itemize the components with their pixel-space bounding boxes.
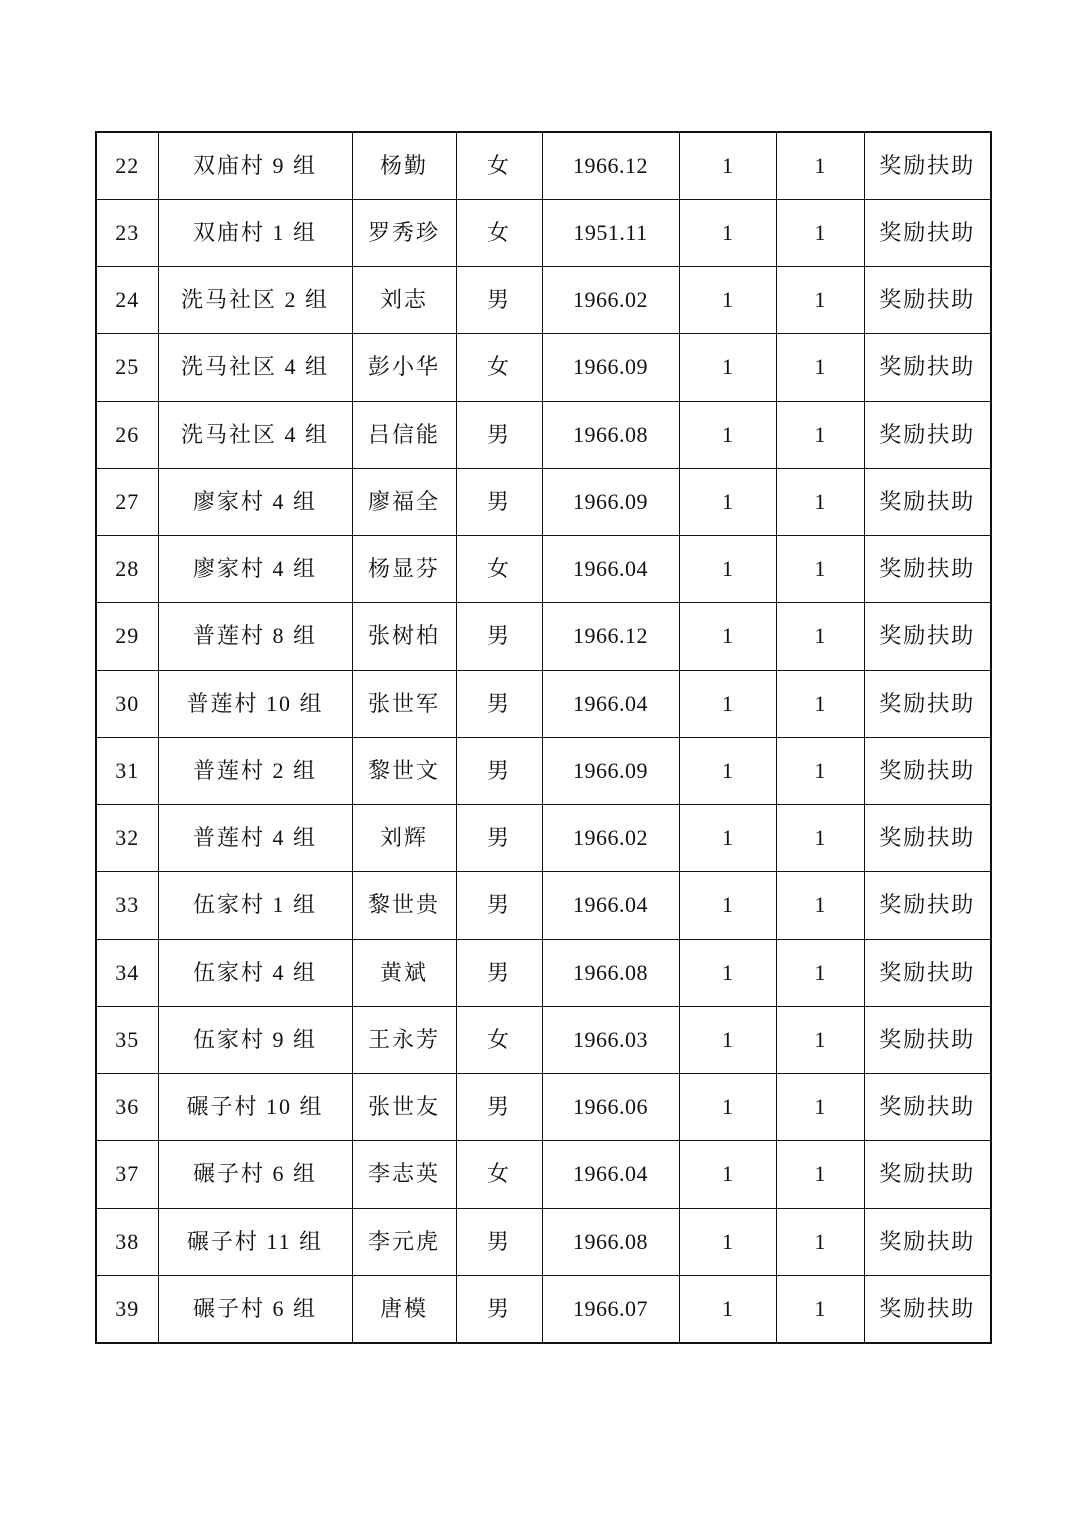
cell-gender: 男 [456, 939, 542, 1006]
cell-person-name: 廖福全 [352, 468, 456, 535]
cell-count-1: 1 [679, 1208, 776, 1275]
cell-count-2: 1 [776, 1208, 864, 1275]
cell-birth-date: 1966.09 [542, 737, 679, 804]
cell-village-group: 普莲村 4 组 [158, 805, 352, 872]
cell-count-2: 1 [776, 939, 864, 1006]
cell-village-group: 双庙村 9 组 [158, 132, 352, 199]
cell-person-name: 唐模 [352, 1276, 456, 1343]
cell-row-number: 38 [96, 1208, 158, 1275]
cell-birth-date: 1966.08 [542, 1208, 679, 1275]
cell-row-number: 36 [96, 1074, 158, 1141]
cell-birth-date: 1966.08 [542, 939, 679, 1006]
cell-gender: 男 [456, 737, 542, 804]
cell-person-name: 李志英 [352, 1141, 456, 1208]
cell-village-group: 双庙村 1 组 [158, 199, 352, 266]
cell-birth-date: 1966.02 [542, 805, 679, 872]
cell-person-name: 刘志 [352, 267, 456, 334]
cell-category: 奖励扶助 [864, 939, 991, 1006]
cell-birth-date: 1966.04 [542, 872, 679, 939]
cell-row-number: 31 [96, 737, 158, 804]
cell-count-1: 1 [679, 132, 776, 199]
cell-count-2: 1 [776, 199, 864, 266]
cell-row-number: 23 [96, 199, 158, 266]
table-row [96, 334, 991, 401]
table-row [96, 132, 991, 199]
cell-row-number: 26 [96, 401, 158, 468]
cell-row-number: 25 [96, 334, 158, 401]
cell-village-group: 伍家村 4 组 [158, 939, 352, 1006]
table-row [96, 1141, 991, 1208]
cell-birth-date: 1966.08 [542, 401, 679, 468]
cell-category: 奖励扶助 [864, 1141, 991, 1208]
cell-birth-date: 1966.12 [542, 603, 679, 670]
cell-count-1: 1 [679, 872, 776, 939]
cell-village-group: 普莲村 2 组 [158, 737, 352, 804]
cell-person-name: 黎世贵 [352, 872, 456, 939]
cell-row-number: 35 [96, 1006, 158, 1073]
cell-count-1: 1 [679, 401, 776, 468]
cell-count-1: 1 [679, 1276, 776, 1343]
cell-count-2: 1 [776, 267, 864, 334]
table-row [96, 805, 991, 872]
cell-gender: 男 [456, 1074, 542, 1141]
cell-count-2: 1 [776, 1006, 864, 1073]
cell-row-number: 28 [96, 536, 158, 603]
cell-person-name: 彭小华 [352, 334, 456, 401]
cell-birth-date: 1966.12 [542, 132, 679, 199]
cell-count-1: 1 [679, 267, 776, 334]
cell-birth-date: 1966.09 [542, 334, 679, 401]
cell-person-name: 吕信能 [352, 401, 456, 468]
cell-gender: 女 [456, 1141, 542, 1208]
cell-count-2: 1 [776, 536, 864, 603]
cell-count-2: 1 [776, 468, 864, 535]
cell-row-number: 30 [96, 670, 158, 737]
table-row [96, 199, 991, 266]
cell-gender: 男 [456, 401, 542, 468]
cell-village-group: 碾子村 6 组 [158, 1276, 352, 1343]
cell-village-group: 洗马社区 4 组 [158, 334, 352, 401]
cell-row-number: 33 [96, 872, 158, 939]
cell-count-1: 1 [679, 939, 776, 1006]
cell-gender: 男 [456, 267, 542, 334]
cell-category: 奖励扶助 [864, 872, 991, 939]
cell-category: 奖励扶助 [864, 1006, 991, 1073]
cell-village-group: 伍家村 9 组 [158, 1006, 352, 1073]
cell-gender: 男 [456, 805, 542, 872]
cell-birth-date: 1966.03 [542, 1006, 679, 1073]
cell-count-1: 1 [679, 1141, 776, 1208]
cell-birth-date: 1966.09 [542, 468, 679, 535]
cell-person-name: 杨勤 [352, 132, 456, 199]
table-row [96, 939, 991, 1006]
cell-count-1: 1 [679, 737, 776, 804]
cell-count-2: 1 [776, 603, 864, 670]
cell-row-number: 22 [96, 132, 158, 199]
cell-person-name: 张世友 [352, 1074, 456, 1141]
table-row [96, 536, 991, 603]
cell-gender: 女 [456, 334, 542, 401]
cell-village-group: 碾子村 6 组 [158, 1141, 352, 1208]
cell-village-group: 廖家村 4 组 [158, 536, 352, 603]
cell-category: 奖励扶助 [864, 536, 991, 603]
cell-category: 奖励扶助 [864, 737, 991, 804]
table-row [96, 468, 991, 535]
cell-category: 奖励扶助 [864, 267, 991, 334]
cell-village-group: 廖家村 4 组 [158, 468, 352, 535]
table-row [96, 603, 991, 670]
cell-birth-date: 1966.07 [542, 1276, 679, 1343]
cell-person-name: 黄斌 [352, 939, 456, 1006]
table-body [96, 132, 991, 1343]
cell-gender: 男 [456, 872, 542, 939]
table-row [96, 670, 991, 737]
cell-count-1: 1 [679, 670, 776, 737]
cell-person-name: 刘辉 [352, 805, 456, 872]
cell-gender: 女 [456, 1006, 542, 1073]
cell-village-group: 伍家村 1 组 [158, 872, 352, 939]
cell-row-number: 32 [96, 805, 158, 872]
cell-category: 奖励扶助 [864, 670, 991, 737]
cell-count-2: 1 [776, 1141, 864, 1208]
cell-count-1: 1 [679, 1006, 776, 1073]
cell-gender: 男 [456, 1208, 542, 1275]
table-row [96, 1208, 991, 1275]
cell-count-1: 1 [679, 468, 776, 535]
cell-birth-date: 1966.06 [542, 1074, 679, 1141]
cell-person-name: 罗秀珍 [352, 199, 456, 266]
cell-category: 奖励扶助 [864, 132, 991, 199]
cell-village-group: 碾子村 11 组 [158, 1208, 352, 1275]
cell-count-2: 1 [776, 1276, 864, 1343]
cell-birth-date: 1966.02 [542, 267, 679, 334]
cell-count-1: 1 [679, 1074, 776, 1141]
cell-category: 奖励扶助 [864, 603, 991, 670]
table-row [96, 1276, 991, 1343]
cell-category: 奖励扶助 [864, 199, 991, 266]
cell-category: 奖励扶助 [864, 1074, 991, 1141]
cell-person-name: 黎世文 [352, 737, 456, 804]
cell-category: 奖励扶助 [864, 1276, 991, 1343]
cell-gender: 女 [456, 199, 542, 266]
table-row [96, 872, 991, 939]
cell-count-1: 1 [679, 334, 776, 401]
cell-category: 奖励扶助 [864, 1208, 991, 1275]
cell-birth-date: 1966.04 [542, 536, 679, 603]
cell-row-number: 29 [96, 603, 158, 670]
cell-row-number: 27 [96, 468, 158, 535]
cell-birth-date: 1966.04 [542, 1141, 679, 1208]
cell-category: 奖励扶助 [864, 468, 991, 535]
cell-count-2: 1 [776, 670, 864, 737]
table-row [96, 1074, 991, 1141]
cell-village-group: 普莲村 10 组 [158, 670, 352, 737]
cell-village-group: 洗马社区 2 组 [158, 267, 352, 334]
cell-gender: 男 [456, 603, 542, 670]
cell-gender: 男 [456, 670, 542, 737]
cell-count-2: 1 [776, 401, 864, 468]
cell-person-name: 王永芳 [352, 1006, 456, 1073]
table-row [96, 267, 991, 334]
cell-village-group: 普莲村 8 组 [158, 603, 352, 670]
cell-category: 奖励扶助 [864, 401, 991, 468]
cell-gender: 男 [456, 1276, 542, 1343]
beneficiary-roster-table [95, 131, 992, 1344]
cell-person-name: 李元虎 [352, 1208, 456, 1275]
cell-count-2: 1 [776, 334, 864, 401]
cell-village-group: 洗马社区 4 组 [158, 401, 352, 468]
cell-gender: 女 [456, 536, 542, 603]
cell-count-1: 1 [679, 199, 776, 266]
cell-category: 奖励扶助 [864, 805, 991, 872]
cell-category: 奖励扶助 [864, 334, 991, 401]
cell-count-1: 1 [679, 603, 776, 670]
cell-birth-date: 1966.04 [542, 670, 679, 737]
cell-count-2: 1 [776, 737, 864, 804]
cell-row-number: 37 [96, 1141, 158, 1208]
cell-birth-date: 1951.11 [542, 199, 679, 266]
cell-count-1: 1 [679, 536, 776, 603]
cell-count-1: 1 [679, 805, 776, 872]
cell-person-name: 张树柏 [352, 603, 456, 670]
cell-village-group: 碾子村 10 组 [158, 1074, 352, 1141]
cell-gender: 女 [456, 132, 542, 199]
cell-person-name: 杨显芬 [352, 536, 456, 603]
cell-count-2: 1 [776, 132, 864, 199]
table-row [96, 1006, 991, 1073]
cell-row-number: 34 [96, 939, 158, 1006]
cell-count-2: 1 [776, 872, 864, 939]
cell-count-2: 1 [776, 805, 864, 872]
table-row [96, 737, 991, 804]
cell-count-2: 1 [776, 1074, 864, 1141]
table-row [96, 401, 991, 468]
cell-row-number: 39 [96, 1276, 158, 1343]
cell-person-name: 张世军 [352, 670, 456, 737]
cell-row-number: 24 [96, 267, 158, 334]
cell-gender: 男 [456, 468, 542, 535]
